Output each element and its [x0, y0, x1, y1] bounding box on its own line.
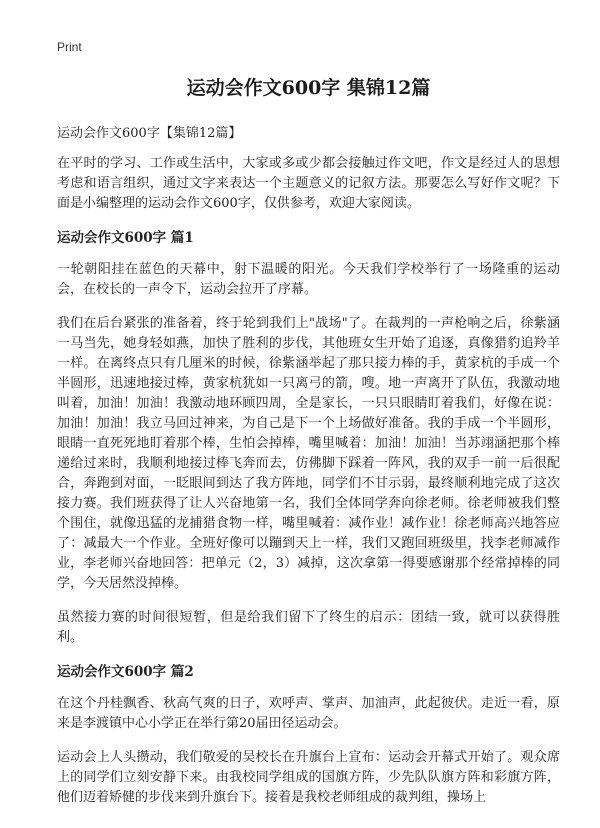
- section-paragraph: 虽然接力赛的时间很短暂，但是给我们留下了终生的启示：团结一致，就可以获得胜利。: [57, 610, 560, 645]
- section-heading: 运动会作文600字 篇2: [57, 664, 194, 680]
- section-paragraph: 我们在后台紧张的准备着，终于轮到我们上"战场"了。在裁判的一声枪响之后，徐紫涵一马当先，她身轻如燕，加快了胜利的步伐，其他班女生开始了追逐，真像猎豹追羚羊一样。在离终点只有几厘米的时候，徐紫涵举起了那只接力棒的手，黄家杭的手成一个半圆形，迅速地接过棒，黄家杭犹如一只离弓的箭，嗖。地一声离开了队伍，我激动地叫着，加油！加油！我激动地环顾四周，全是家长，一只只眼睛盯着我们，好像在说：加油！加油！我立马回过神来，为自己是下一个上场做好准备。我的手成一个半圆形，眼睛一直死死地盯着那个棒，生怕会掉棒，嘴里喊着：加油！加油！当苏翊涵把那个棒递给过来时，我顺利地接过棒飞奔而去，仿佛脚下踩着一阵风，我的双手一前一后很配合，奔跑到对面，一眨眼间到达了我方阵地，同学们不甘示弱，最终顺利地完成了这次接力赛。我们班获得了让人兴奋地第一名，我们全体同学奔向徐老师。徐老师被我们整个围住，就像迅猛的龙捕猎食物一样，嘴里喊着：减作业！减作业！徐老师高兴地答应了：减最大一个作业。全班好像可以蹦到天上一样，我们又跑回班级里，找李老师减作业，李老师兴奋地回答：把单元（2，3）减掉，这次拿第一得要感谢那个经常掉棒的同学，今天居然没掉棒。: [57, 316, 560, 591]
- document-title: 运动会作文600字 集锦12篇: [186, 77, 431, 99]
- section-paragraph: 运动会上人头攒动，我们敬爱的吴校长在升旗台上宣布：运动会开幕式开始了。观众席上的同学们立刻安静下来。由我校同学组成的国旗方阵，少先队队旗方阵和彩旗方阵，他们迈着矫健的步伐来到升旗台下。接着是我校老师组成的裁判组，操场上: [57, 750, 560, 805]
- print-link[interactable]: Print: [57, 40, 82, 54]
- intro-paragraph: 在平时的学习、工作或生活中，大家或多或少都会接触过作文吧，作文是经过人的思想考虑和语言组织，通过文字来表达一个主题意义的记叙方法。那要怎么写好作文呢？下面是小编整理的运动会作文600字，仅供参考，欢迎大家阅读。: [57, 156, 560, 211]
- section-heading: 运动会作文600字 篇1: [57, 230, 194, 246]
- section-paragraph: 一轮朝阳挂在蓝色的天幕中，射下温暖的阳光。今天我们学校举行了一场隆重的运动会，在校长的一声令下，运动会拉开了序幕。: [57, 262, 560, 297]
- document-subtitle: 运动会作文600字【集锦12篇】: [57, 126, 242, 141]
- section-paragraph: 在这个丹桂飘香、秋高气爽的日子，欢呼声、掌声、加油声，此起彼伏。走近一看，原来是李渡镇中心小学正在举行第20届田径运动会。: [57, 696, 560, 731]
- section-1: [57, 228, 560, 648]
- section-2: [57, 662, 560, 808]
